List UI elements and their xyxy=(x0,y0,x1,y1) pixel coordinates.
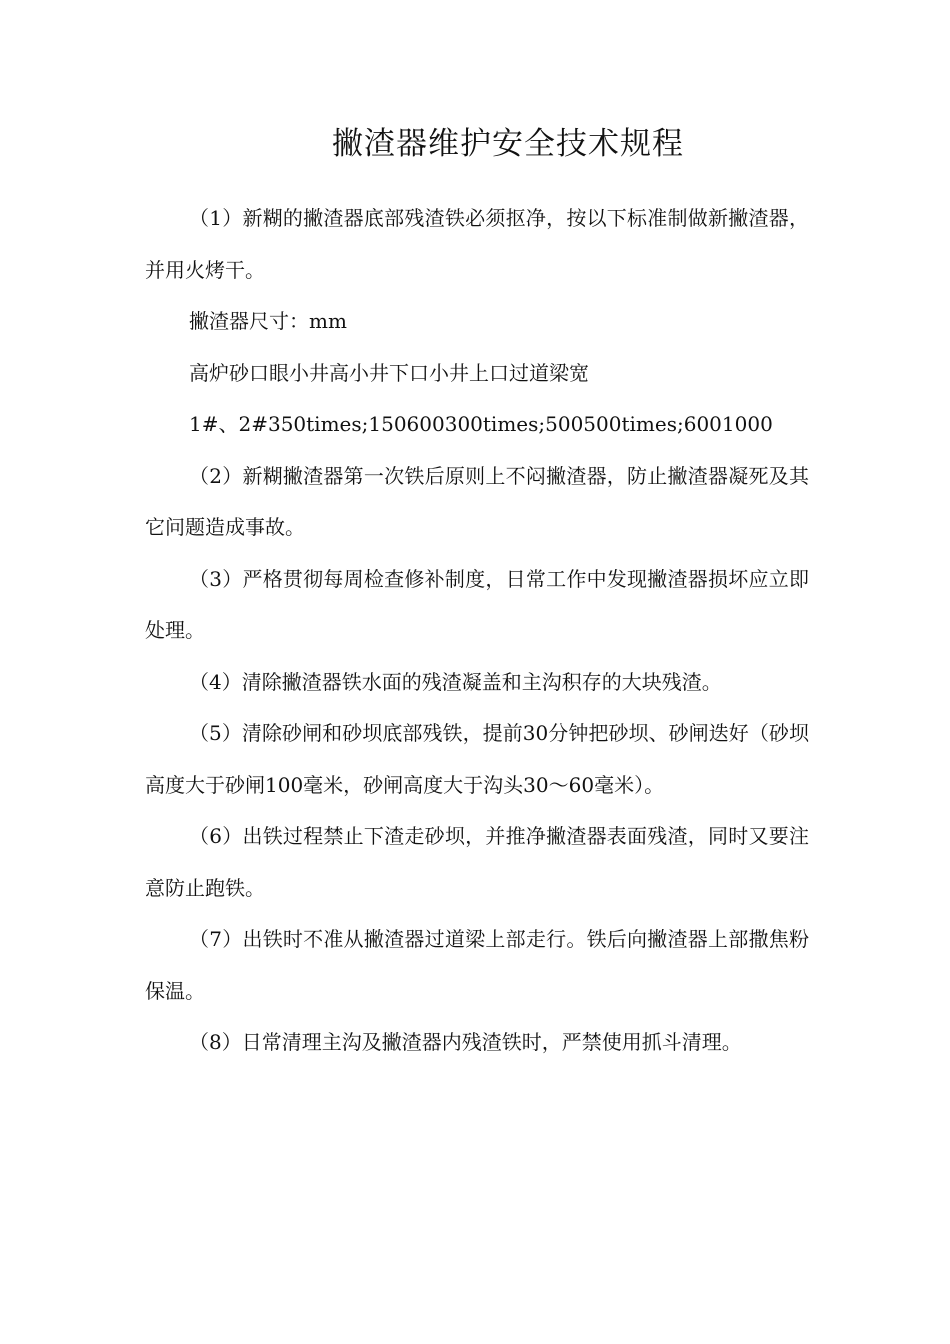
paragraph-7: （7）出铁时不准从撇渣器过道梁上部走行。铁后向撇渣器上部撒焦粉保温。 xyxy=(145,927,809,1003)
paragraph-6: （6）出铁过程禁止下渣走砂坝，并推净撇渣器表面残渣，同时又要注意防止跑铁。 xyxy=(145,824,809,900)
paragraph-size-columns: 高炉砂口眼小井高小井下口小井上口过道梁宽 xyxy=(189,360,589,385)
paragraph-2: （2）新糊撇渣器第一次铁后原则上不闷撇渣器，防止撇渣器凝死及其它问题造成事故。 xyxy=(145,463,809,539)
paragraph-8: （8）日常清理主沟及撇渣器内残渣铁时，严禁使用抓斗清理。 xyxy=(189,1030,742,1054)
paragraph-size-values: 1#、2#350times;150600300times;500500times;6001000 xyxy=(189,412,773,436)
paragraph-5: （5）清除砂闸和砂坝底部残铁，提前30分钟把砂坝、砂闸迭好（砂坝高度大于砂闸100毫米，砂闸高度大于沟头30～60毫米）。 xyxy=(145,721,809,797)
paragraph-1: （1）新糊的撇渣器底部残渣铁必须抠净，按以下标准制做新撇渣器，并用火烤干。 xyxy=(145,206,809,282)
paragraph-4: （4）清除撇渣器铁水面的残渣凝盖和主沟积存的大块残渣。 xyxy=(189,669,722,694)
paragraph-size-heading: 撇渣器尺寸：mm xyxy=(189,309,347,333)
paragraph-3: （3）严格贯彻每周检查修补制度，日常工作中发现撇渣器损坏应立即处理。 xyxy=(145,566,809,642)
document-body xyxy=(145,193,809,1069)
document-title: 撇渣器维护安全技术规程 xyxy=(332,126,684,162)
